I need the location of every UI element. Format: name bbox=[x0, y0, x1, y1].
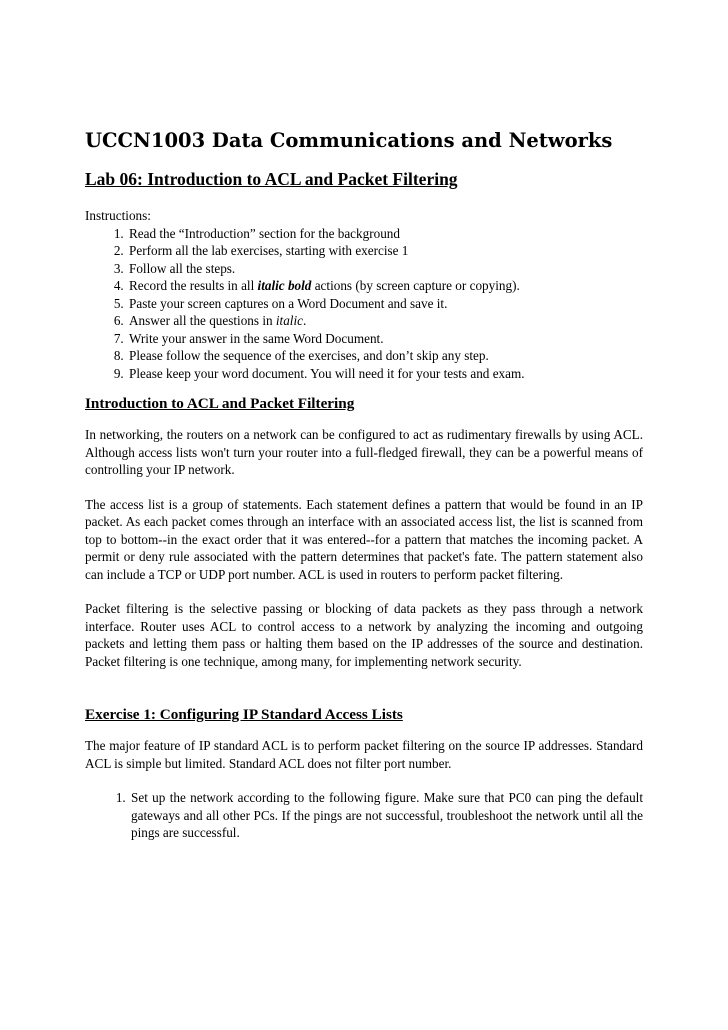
instruction-text: actions (by screen capture or copying). bbox=[311, 278, 520, 293]
instruction-text: Please follow the sequence of the exercises, and don’t skip any step. bbox=[129, 348, 489, 363]
intro-paragraph: Packet filtering is the selective passing or blocking of data packets as they pass through a network interface. Router uses ACL to control access to a network by analyzing the incoming and outgoing packets and letting them pass or halting them based on the IP addresses of the source and destination. Packet filtering is one technique, among many, for implementing network security. bbox=[85, 601, 643, 669]
instruction-text: Read the “Introduction” section for the background bbox=[129, 225, 400, 241]
italic-emphasis: italic bbox=[275, 313, 303, 328]
lab-title: Lab 06: Introduction to ACL and Packet Filtering bbox=[85, 169, 458, 189]
exercise1-heading: Exercise 1: Configuring IP Standard Access Lists bbox=[85, 706, 403, 723]
instruction-item bbox=[127, 312, 643, 330]
course-title: UCCN1003 Data Communications and Networks bbox=[85, 129, 613, 152]
instruction-item bbox=[127, 277, 643, 295]
exercise1-paragraph: The major feature of IP standard ACL is to perform packet filtering on the source IP addresses. Standard ACL is simple but limited. Standard ACL does not filter port number. bbox=[85, 738, 643, 771]
intro-paragraph: The access list is a group of statements. Each statement defines a pattern that would be found in an IP packet. As each packet comes through an interface with an associated access list, the list is scanned from top to bottom--in the exact order that it was entered--for a pattern that matches the incoming packet. A permit or deny rule associated with the pattern determines that packet's fate. The pattern statement also can include a TCP or UDP port number. ACL is used in routers to perform packet filtering. bbox=[85, 496, 643, 582]
instructions-list bbox=[85, 225, 643, 383]
instruction-item bbox=[127, 295, 643, 313]
instruction-text: Write your answer in the same Word Document. bbox=[129, 330, 384, 346]
italic-bold-emphasis: italic bold bbox=[257, 278, 312, 293]
instruction-text: Paste your screen captures on a Word Document and save it. bbox=[129, 295, 448, 311]
instruction-item bbox=[127, 347, 643, 365]
instruction-item bbox=[127, 365, 643, 383]
instruction-item bbox=[127, 225, 643, 243]
instruction-text: Record the results in all bbox=[129, 278, 258, 293]
intro-paragraph: In networking, the routers on a network can be configured to act as rudimentary firewalls by using ACL. Although access lists won't turn your router into a full-fledged firewall, they can be a powerful means of controlling your IP network. bbox=[85, 427, 643, 477]
instruction-item bbox=[127, 330, 643, 348]
instruction-text: Perform all the lab exercises, starting with exercise 1 bbox=[129, 243, 409, 258]
instruction-text: Please keep your word document. You will need it for your tests and exam. bbox=[129, 365, 525, 381]
step-item: 1. Set up the network according to the following figure. Make sure that PC0 can ping the default gateways and all other PCs. If the pings are not successful, troubleshoot the network until all the pings are successful. bbox=[129, 789, 643, 842]
intro-heading: Introduction to ACL and Packet Filtering bbox=[85, 395, 355, 412]
instruction-item bbox=[127, 260, 643, 278]
instruction-text: Answer all the questions in bbox=[129, 313, 276, 328]
instruction-text: Follow all the steps. bbox=[129, 260, 236, 276]
exercise1-steps bbox=[85, 789, 643, 842]
instruction-item bbox=[127, 242, 643, 260]
section-spacer bbox=[85, 687, 643, 705]
instructions-label: Instructions: bbox=[85, 208, 151, 223]
document-page bbox=[85, 128, 643, 842]
instruction-text: . bbox=[302, 313, 307, 328]
